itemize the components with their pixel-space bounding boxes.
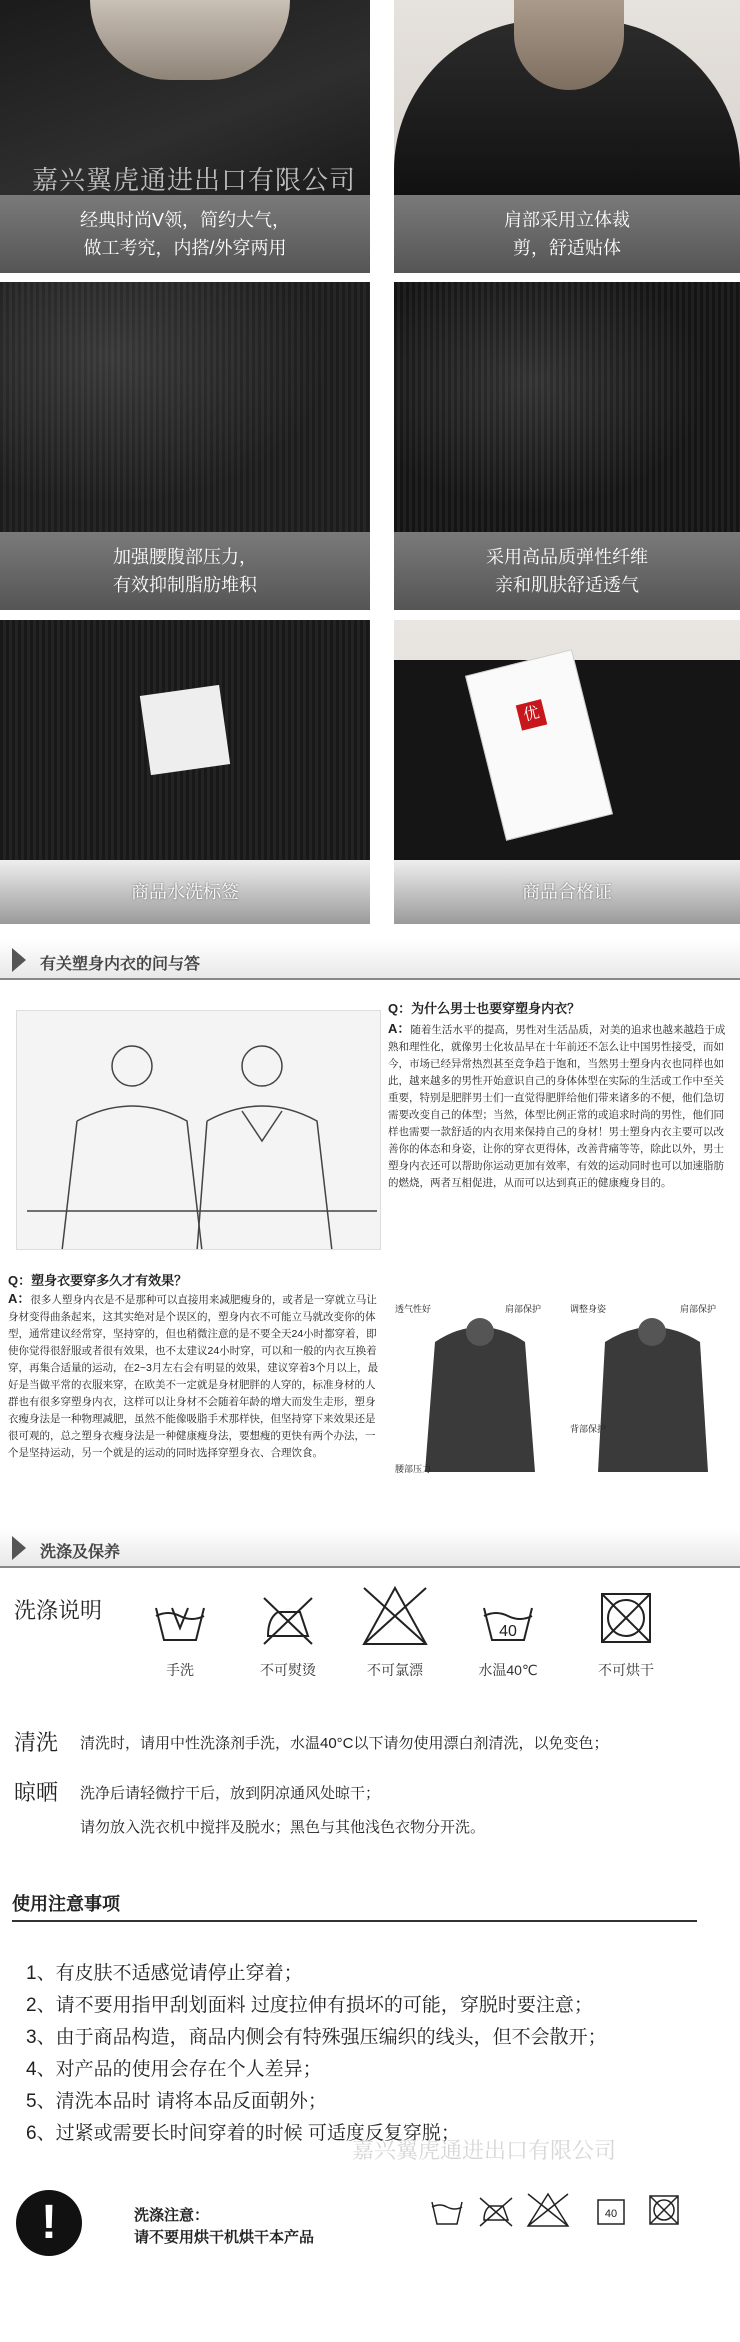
triangle-icon <box>12 948 26 972</box>
product-photo-shoulder <box>394 0 740 195</box>
clean-text: 清洗时，请用中性洗涤剂手洗，水温40°C以下请勿使用漂白剂清洗，以免变色； <box>80 1735 609 1752</box>
qa-question-2: Q：塑身衣要穿多久才有效果？ <box>8 1273 188 1288</box>
note-item: 5、清洗本品时 请将本品反面朝外； <box>26 2091 327 2112</box>
certificate-photo <box>394 620 740 860</box>
water-temp-40-icon <box>478 1588 538 1648</box>
note-item: 6、过紧或需要长时间穿着的时候 可适度反复穿脱； <box>26 2123 460 2144</box>
note-item: 2、请不要用指甲刮划面料 过度拉伸有损坏的可能，穿脱时要注意； <box>26 1995 593 2016</box>
note-item: 4、对产品的使用会存在个人差异； <box>26 2059 322 2080</box>
product-photo-fabric <box>0 282 370 532</box>
certificate-logo: 优 <box>516 699 548 731</box>
product-photo-fiber <box>394 282 740 532</box>
caption-1: 经典时尚V领，简约大气， 做工考究，内搭/外穿两用 <box>79 210 290 258</box>
wash-title: 洗涤说明 <box>14 1598 103 1623</box>
dry-title: 晾晒 <box>14 1780 59 1805</box>
note-item: 3、由于商品构造，商品内侧会有特殊强压编织的线头，但不会散开； <box>26 2027 607 2048</box>
wash-label-hand: 手洗 <box>166 1662 194 1678</box>
qa-answer-2: A：很多人塑身内衣是不是那种可以直接用来减肥瘦身的，或者是一穿就立马让身材变得曲条起来，这其实绝对是个误区的，塑身内衣不可能立马就改变你的体型，通常建议经常穿，坚持穿的，但也稍微注意的是不要全天24小时都穿着，即使你觉得很舒服或者很有效果，也不太建议24小时穿，可以和一般的内衣互换着穿，再集合适量的运动，在2~3月左右会有明显的效果，建议穿着3个月以上，最好是当做平常的衣服来穿，在欧美不一定就是身材肥胖的人穿的，标准身材的人群也有很多穿塑身内衣，这样可以让身材不会随着年龄的增大而发生走形，塑身衣瘦身法是一种物理减肥，虽然不能像吸脂手术那样快，但坚持穿下来效果还是很可观的，总之塑身衣瘦身法是一种健康瘦身法，要想瘦的更快有两个办法，一个是坚持运动，另一个就是的运动的同时选择穿塑身衣、合理饮食。 <box>8 1291 379 1459</box>
wash-label-temp: 水温40℃ <box>478 1662 538 1678</box>
svg-text:40: 40 <box>604 2208 618 2220</box>
dry-text-2: 请勿放入洗衣机中搅拌及脱水；黑色与其他浅色衣物分开洗。 <box>80 1819 486 1836</box>
no-iron-icon <box>258 1588 318 1648</box>
no-tumble-dry-icon <box>596 1588 656 1648</box>
watermark: 嘉兴翼虎通进出口有限公司 <box>32 165 357 195</box>
caption-4: 采用高品质弹性纤维 亲和肌肤舒适透气 <box>486 547 648 595</box>
qa-question-1: Q：为什么男士也要穿塑身内衣？ <box>388 1001 581 1016</box>
sketch-illustration <box>16 1010 381 1250</box>
hand-wash-icon <box>150 1588 210 1648</box>
body-diagram-front: 透气性好 肩部保护 腰部压力 <box>395 1304 542 1474</box>
qa-answer-1: A：随着生活水平的提高，男性对生活品质，对美的追求也越来越趋于成熟和理性化，就像男士化妆品早在十年前还不怎么让中国男性接受，而如今，市场已经异常热烈甚至竞争趋于饱和，当然男士塑身内衣也同样也如此，越来越多的男性开始意识自己的身体体型在实际的生活或工作中至关重要，特别是肥胖男士们一直觉得肥胖给他们带来诸多的不便，他们急切需要改变自己的体型；当然，体型比例正常的或追求时尚的男性，他们同样也需要一款舒适的内衣用来保持自己的身材！男士塑身内衣主要可以改善你的体态和身姿，让你的穿衣更得体，改善背痛等等，除此以外，男士塑身内衣还可以帮助你运动更加有效率，有效的运动同时也可以加速脂肪的燃烧，两者互相促进，从而可以达到真正的健康瘦身目的。 <box>388 1021 726 1189</box>
wash-label-dry: 不可烘干 <box>598 1662 654 1678</box>
svg-text:40: 40 <box>499 1623 517 1640</box>
triangle-icon <box>12 1536 26 1560</box>
care-section-header: 洗涤及保养 <box>0 1528 740 1568</box>
warning-title: 洗涤注意： <box>134 2207 210 2224</box>
caption-2: 肩部采用立体裁 剪，舒适贴体 <box>504 210 630 258</box>
qa-section-header: 有关塑身内衣的问与答 <box>0 940 740 980</box>
caption-3: 加强腰腹部压力， 有效抑制脂肪堆积 <box>113 547 257 595</box>
notes-title: 使用注意事项 <box>12 1894 120 1914</box>
caption-certificate: 商品合格证 <box>394 860 740 924</box>
watermark: 嘉兴翼虎通进出口有限公司 <box>352 2138 617 2163</box>
warning-text: 请不要用烘干机烘干本产品 <box>134 2229 315 2246</box>
caption-wash-label: 商品水洗标签 <box>0 860 370 924</box>
wash-label-photo <box>0 620 370 860</box>
warning-icon: ! <box>16 2190 82 2256</box>
note-item: 1、有皮肤不适感觉请停止穿着； <box>26 1963 303 1984</box>
small-wash-icons <box>428 2190 688 2230</box>
product-photo-vneck <box>0 0 370 195</box>
wash-label-bleach: 不可氯漂 <box>367 1662 423 1678</box>
men-sketch-icon <box>17 1011 381 1250</box>
no-bleach-icon <box>360 1584 430 1644</box>
clean-title: 清洗 <box>14 1730 59 1755</box>
body-diagram-back: 调整身姿 肩部保护 背部保护 <box>570 1302 735 1482</box>
wash-label-iron: 不可熨烫 <box>260 1662 316 1678</box>
dry-text-1: 洗净后请轻微拧干后，放到阴凉通风处晾干； <box>80 1785 381 1802</box>
